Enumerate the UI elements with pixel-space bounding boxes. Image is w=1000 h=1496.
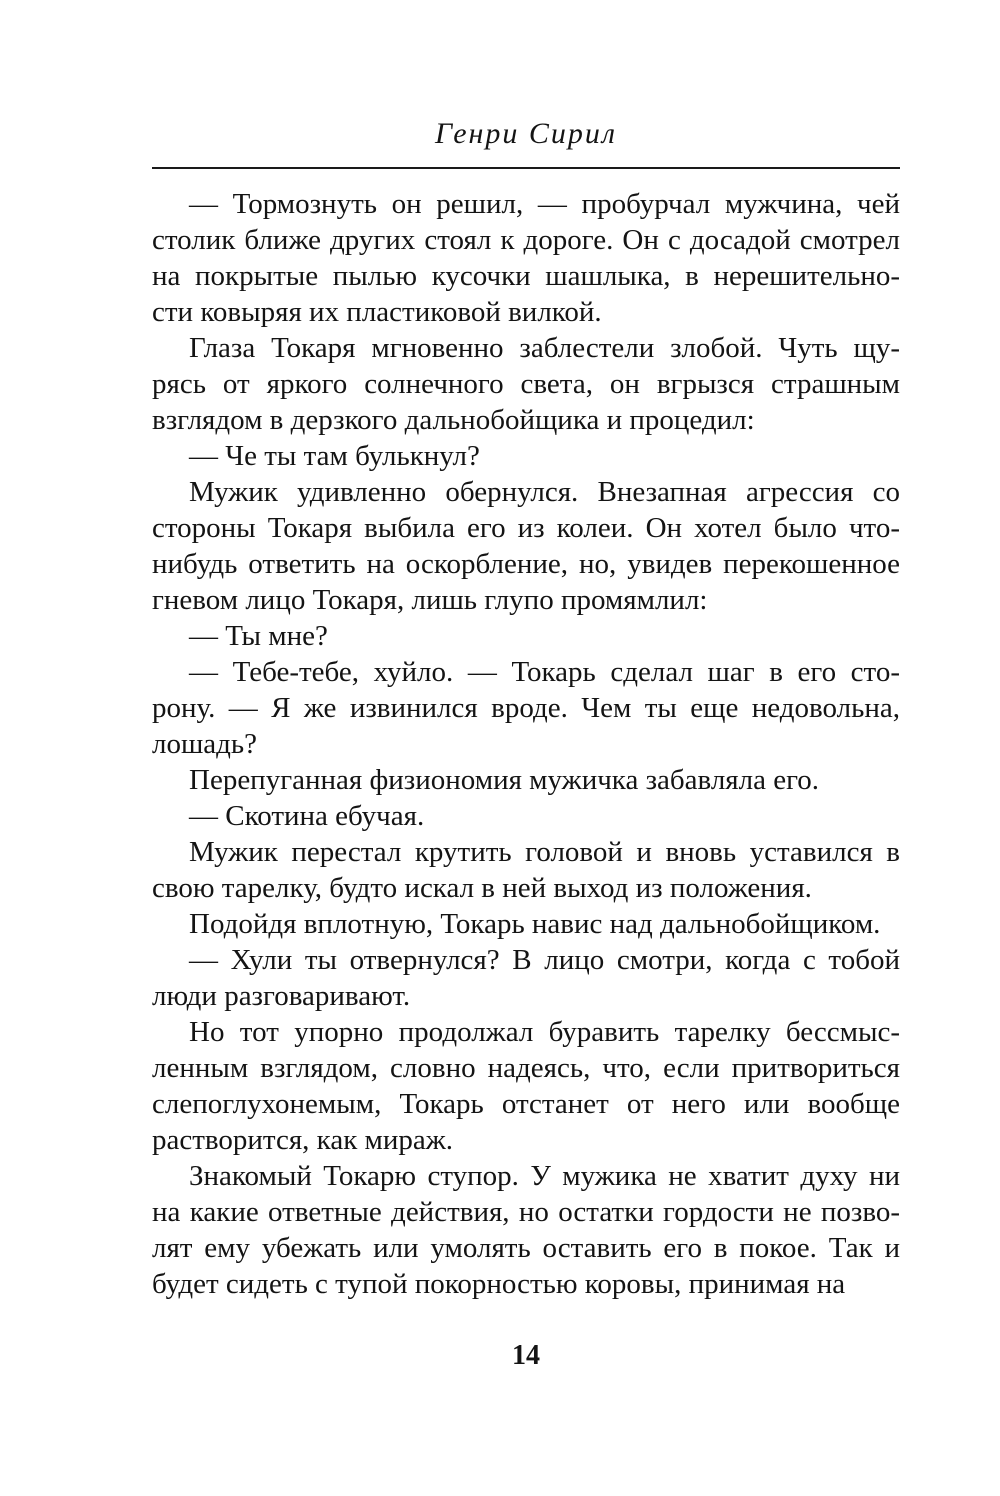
paragraph (152, 438, 900, 474)
paragraph (152, 906, 900, 942)
paragraph (152, 474, 900, 618)
text-line: — Тормознуть он решил, — пробурчал мужчина, чей (189, 188, 900, 220)
text-line: — Че ты там булькнул? (189, 440, 480, 472)
text-line: слепоглухонемым, Токарь отстанет от него или вообще (152, 1088, 900, 1120)
header-rule (152, 167, 900, 169)
text-line: стороны Токаря выбила его из колеи. Он хотел было что- (152, 512, 900, 544)
running-head: Генри Сирил (435, 117, 617, 150)
paragraph (152, 1158, 900, 1302)
text-line: Глаза Токаря мгновенно заблестели злобой. Чуть щу- (189, 332, 900, 364)
text-line: будет сидеть с тупой покорностью коровы, принимая на (152, 1268, 846, 1300)
paragraph (152, 798, 900, 834)
paragraph (152, 186, 900, 330)
text-line: Знакомый Токарю ступор. У мужика не хватит духу ни (189, 1160, 900, 1192)
text-line: на покрытые пылью кусочки шашлыка, в нерешительно- (152, 260, 900, 292)
text-line: Но тот упорно продолжал буравить тарелку бессмыс- (189, 1016, 900, 1048)
paragraph (152, 1014, 900, 1158)
text-line: на какие ответные действия, но остатки гордости не позво- (152, 1196, 900, 1228)
text-line: свою тарелку, будто искал в ней выход из положения. (152, 872, 812, 904)
text-line: Мужик перестал крутить головой и вновь уставился в (189, 836, 900, 868)
text-line: лят ему убежать или умолять оставить его в покое. Так и (152, 1232, 900, 1264)
paragraph (152, 330, 900, 438)
text-line: лошадь? (152, 728, 258, 760)
text-line: гневом лицо Токаря, лишь глупо промямлил: (152, 584, 708, 616)
paragraph (152, 654, 900, 762)
text-line: сти ковыряя их пластиковой вилкой. (152, 296, 602, 328)
text-line: столик ближе других стоял к дороге. Он с досадой смотрел (152, 224, 900, 256)
text-line: Перепуганная физиономия мужичка забавляла его. (189, 764, 820, 796)
text-line: — Скотина ебучая. (189, 800, 425, 832)
paragraph (152, 762, 900, 798)
body-text (152, 186, 900, 1302)
text-line: — Ты мне? (189, 620, 328, 652)
text-line: — Тебе-тебе, хуйло. — Токарь сделал шаг в его сто- (189, 656, 900, 688)
text-line: взглядом в дерзкого дальнобойщика и процедил: (152, 404, 755, 436)
text-line: растворится, как мираж. (152, 1124, 454, 1156)
text-line: — Хули ты отвернулся? В лицо смотри, когда с тобой (189, 944, 900, 976)
paragraph (152, 942, 900, 1014)
paragraph (152, 618, 900, 654)
text-line: нибудь ответить на оскорбление, но, увидев перекошенное (152, 548, 900, 580)
paragraph (152, 834, 900, 906)
page-number: 14 (512, 1340, 540, 1371)
text-line: ленным взглядом, словно надеясь, что, если притвориться (152, 1052, 900, 1084)
text-line: рону. — Я же извинился вроде. Чем ты еще недовольна, (152, 692, 900, 724)
text-line: люди разговаривают. (152, 980, 411, 1012)
text-line: рясь от яркого солнечного света, он вгрызся страшным (152, 368, 900, 400)
text-line: Подойдя вплотную, Токарь навис над дальнобойщиком. (189, 908, 881, 940)
text-line: Мужик удивленно обернулся. Внезапная агрессия со (189, 476, 900, 508)
